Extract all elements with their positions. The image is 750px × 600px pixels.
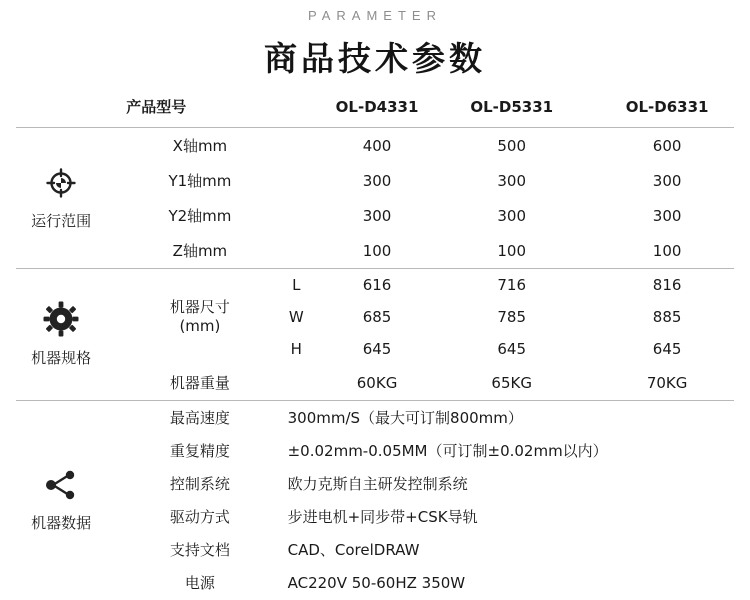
row-label: 最高速度	[169, 409, 230, 427]
row-value: 645	[362, 340, 392, 358]
page-eyebrow: PARAMETER	[308, 8, 442, 23]
table-row	[0, 401, 750, 434]
section-icon-cell-range	[0, 128, 122, 268]
row-value: 300mm/S（最大可订制800mm）	[287, 409, 523, 427]
row-value: 300	[652, 206, 682, 225]
page-title: 商品技术参数	[264, 39, 486, 78]
header-model-2: OL-D5331	[470, 97, 554, 116]
row-value: ±0.02mm-0.05MM（可订制±0.02mm以内）	[287, 442, 608, 460]
row-sublabel	[278, 163, 315, 198]
row-label: 电源	[184, 574, 215, 592]
row-value: 300	[497, 171, 527, 190]
row-value: 欧力克斯自主研发控制系统	[287, 475, 468, 493]
gear-icon	[43, 301, 79, 337]
row-value: 步进电机+同步带+CSK导轨	[287, 508, 478, 526]
row-label: 驱动方式	[169, 508, 230, 526]
section-icon-cell-data	[0, 401, 122, 599]
crosshair-target-icon	[44, 166, 78, 200]
header-spacer-sub	[278, 90, 315, 127]
row-value: 616	[362, 276, 392, 294]
dimension-label-line2: (mm)	[179, 317, 221, 335]
row-sublabel	[278, 365, 315, 400]
row-value: 500	[497, 136, 527, 155]
row-sublabel	[278, 198, 315, 233]
row-label: Y2轴mm	[168, 207, 232, 225]
row-sublabel	[278, 128, 315, 163]
dimension-label-line1: 机器尺寸	[169, 298, 230, 317]
row-value: 300	[362, 206, 392, 225]
row-sublabel: H	[290, 340, 302, 358]
row-value: 400	[362, 136, 392, 155]
section-icon-label-range: 运行范围	[31, 211, 92, 230]
row-value: CAD、CorelDRAW	[287, 541, 420, 559]
dimension-label	[122, 269, 277, 365]
row-value: 645	[652, 340, 682, 358]
table-row	[0, 128, 750, 163]
row-value: 645	[497, 340, 527, 358]
row-value: 100	[497, 241, 527, 260]
header-spacer	[0, 90, 122, 127]
row-value: 300	[652, 171, 682, 190]
row-value: 100	[362, 241, 392, 260]
header-model-1: OL-D4331	[335, 97, 419, 116]
row-value: 885	[652, 308, 682, 326]
row-value: 716	[497, 276, 527, 294]
row-sublabel	[278, 233, 315, 268]
section-icon-cell-spec	[0, 269, 122, 400]
row-label: 重复精度	[169, 442, 230, 460]
row-value: 785	[497, 308, 527, 326]
row-value: 816	[652, 276, 682, 294]
row-sublabel: W	[288, 308, 304, 326]
row-value: 300	[497, 206, 527, 225]
row-label: 控制系统	[169, 475, 230, 493]
row-value: 100	[652, 241, 682, 260]
row-label: Z轴mm	[172, 242, 228, 260]
section-icon-label-data: 机器数据	[31, 513, 92, 532]
share-nodes-icon	[44, 468, 78, 502]
row-value: 600	[652, 136, 682, 155]
row-value: 685	[362, 308, 392, 326]
row-value: AC220V 50-60HZ 350W	[287, 573, 466, 592]
row-value: 300	[362, 171, 392, 190]
row-sublabel: L	[292, 276, 301, 294]
header-label-model: 产品型号	[126, 98, 187, 116]
row-label: 机器重量	[169, 374, 230, 392]
row-label: Y1轴mm	[168, 172, 232, 190]
section-icon-label-spec: 机器规格	[31, 349, 92, 367]
table-row	[0, 269, 750, 301]
row-value: 70KG	[646, 373, 688, 392]
specification-table	[0, 90, 750, 599]
table-header-row	[0, 90, 750, 127]
row-value: 65KG	[491, 373, 532, 392]
row-label: X轴mm	[172, 137, 228, 155]
page-header	[0, 0, 750, 80]
row-value: 60KG	[356, 373, 398, 392]
row-label: 支持文档	[169, 541, 230, 559]
header-model-3: OL-D6331	[625, 97, 709, 116]
